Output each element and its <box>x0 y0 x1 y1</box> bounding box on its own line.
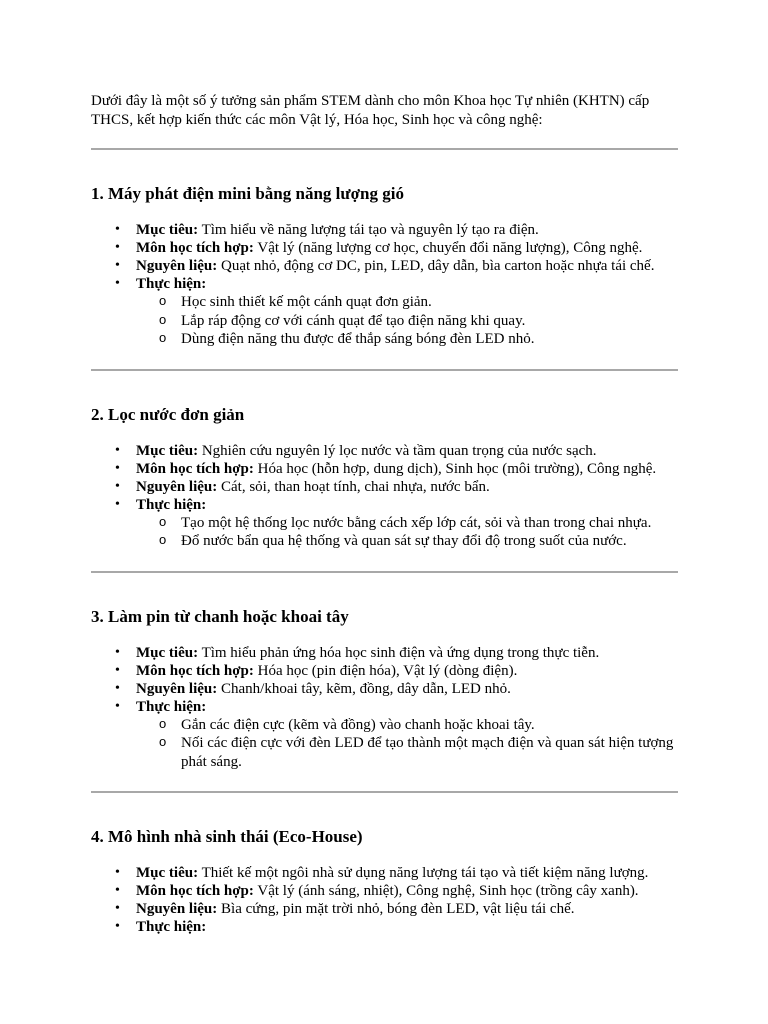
subjects-label: Môn học tích hợp: <box>136 883 254 899</box>
goal-text: Nghiên cứu nguyên lý lọc nước và tầm quan trọng của nước sạch. <box>201 442 597 459</box>
list-item-subjects <box>91 460 678 478</box>
materials-text: Chanh/khoai tây, kẽm, đồng, dây dẫn, LED nhỏ. <box>221 680 511 697</box>
list-item-goal <box>91 864 678 882</box>
list-item-steps <box>91 275 678 349</box>
section-title: 4. Mô hình nhà sinh thái (Eco-House) <box>91 827 363 846</box>
list-item-goal <box>91 442 678 460</box>
section-1 <box>91 183 678 349</box>
divider <box>91 571 678 573</box>
subjects-text: Vật lý (năng lượng cơ học, chuyển đổi năng lượng), Công nghệ. <box>257 240 643 256</box>
divider <box>91 369 678 371</box>
list-item-subjects <box>91 662 678 680</box>
materials-text: Bìa cứng, pin mặt trời nhỏ, bóng đèn LED, vật liệu tái chế. <box>221 901 575 917</box>
materials-label: Nguyên liệu: <box>136 258 218 274</box>
steps-label: Thực hiện: <box>136 919 207 935</box>
goal-text: Tìm hiểu về năng lượng tái tạo và nguyên lý tạo ra điện. <box>201 222 539 238</box>
subjects-text: Vật lý (ánh sáng, nhiệt), Công nghệ, Sinh học (trồng cây xanh). <box>257 883 639 899</box>
materials-label: Nguyên liệu: <box>136 901 218 917</box>
subjects-label: Môn học tích hợp: <box>136 460 254 477</box>
step-item: o Tạo một hệ thống lọc nước bằng cách xếp lớp cát, sỏi và than trong chai nhựa. <box>136 514 678 533</box>
list-item-materials <box>91 900 678 918</box>
materials-label: Nguyên liệu: <box>136 680 218 697</box>
section-title: 1. Máy phát điện mini bằng năng lượng gió <box>91 184 404 203</box>
section-title: 3. Làm pin từ chanh hoặc khoai tây <box>91 606 349 626</box>
materials-label: Nguyên liệu: <box>136 478 218 495</box>
divider <box>91 791 678 793</box>
bullet-list <box>91 442 678 551</box>
step-item: o Gắn các điện cực (kẽm và đồng) vào chanh hoặc khoai tây. <box>136 716 678 735</box>
step-item: o Lắp ráp động cơ với cánh quạt để tạo điện năng khi quay. <box>136 312 678 331</box>
steps-label: Thực hiện: <box>136 496 207 513</box>
list-item-steps <box>91 698 678 772</box>
section-4 <box>91 826 678 936</box>
section-3 <box>91 606 678 772</box>
steps-list <box>136 293 678 349</box>
list-item-subjects <box>91 239 678 257</box>
bullet-list <box>91 221 678 349</box>
divider <box>91 148 678 150</box>
list-item-materials <box>91 680 678 698</box>
steps-list <box>136 716 678 772</box>
goal-label: Mục tiêu: <box>136 865 199 881</box>
goal-text: Tìm hiểu phản ứng hóa học sinh điện và ứng dụng trong thực tiễn. <box>201 644 600 661</box>
subjects-text: Hóa học (pin điện hóa), Vật lý (dòng điện). <box>257 662 518 679</box>
intro-paragraph: Dưới đây là một số ý tưởng sản phẩm STEM dành cho môn Khoa học Tự nhiên (KHTN) cấp THCS, kết hợp kiến thức các môn Vật lý, Hóa học, Sinh học và công nghệ: <box>91 93 650 128</box>
bullet-list <box>91 864 678 936</box>
materials-text: Quạt nhỏ, động cơ DC, pin, LED, dây dẫn, bìa carton hoặc nhựa tái chế. <box>221 258 655 274</box>
list-item-steps <box>91 496 678 551</box>
goal-text: Thiết kế một ngôi nhà sử dụng năng lượng tái tạo và tiết kiệm năng lượng. <box>201 865 649 881</box>
subjects-text: Hóa học (hỗn hợp, dung dịch), Sinh học (môi trường), Công nghệ. <box>257 460 657 477</box>
materials-text: Cát, sỏi, than hoạt tính, chai nhựa, nước bẩn. <box>221 478 490 495</box>
goal-label: Mục tiêu: <box>136 442 199 459</box>
steps-list <box>136 514 678 551</box>
subjects-label: Môn học tích hợp: <box>136 662 254 679</box>
steps-label: Thực hiện: <box>136 276 207 292</box>
list-item-steps <box>91 918 678 936</box>
section-title: 2. Lọc nước đơn giản <box>91 404 245 424</box>
step-item: o Đổ nước bẩn qua hệ thống và quan sát sự thay đổi độ trong suốt của nước. <box>136 532 678 551</box>
bullet-list <box>91 644 678 772</box>
list-item-materials <box>91 257 678 275</box>
subjects-label: Môn học tích hợp: <box>136 240 254 256</box>
list-item-goal <box>91 644 678 662</box>
steps-label: Thực hiện: <box>136 698 207 715</box>
list-item-subjects <box>91 882 678 900</box>
step-item: o Dùng điện năng thu được để thắp sáng bóng đèn LED nhỏ. <box>136 330 678 349</box>
section-2 <box>91 404 678 551</box>
goal-label: Mục tiêu: <box>136 222 199 238</box>
goal-label: Mục tiêu: <box>136 644 199 661</box>
list-item-materials <box>91 478 678 496</box>
list-item-goal <box>91 221 678 239</box>
step-item: o Học sinh thiết kế một cánh quạt đơn giản. <box>136 293 678 312</box>
step-item: o Nối các điện cực với đèn LED để tạo thành một mạch điện và quan sát hiện tượng phát sáng. <box>136 734 678 771</box>
